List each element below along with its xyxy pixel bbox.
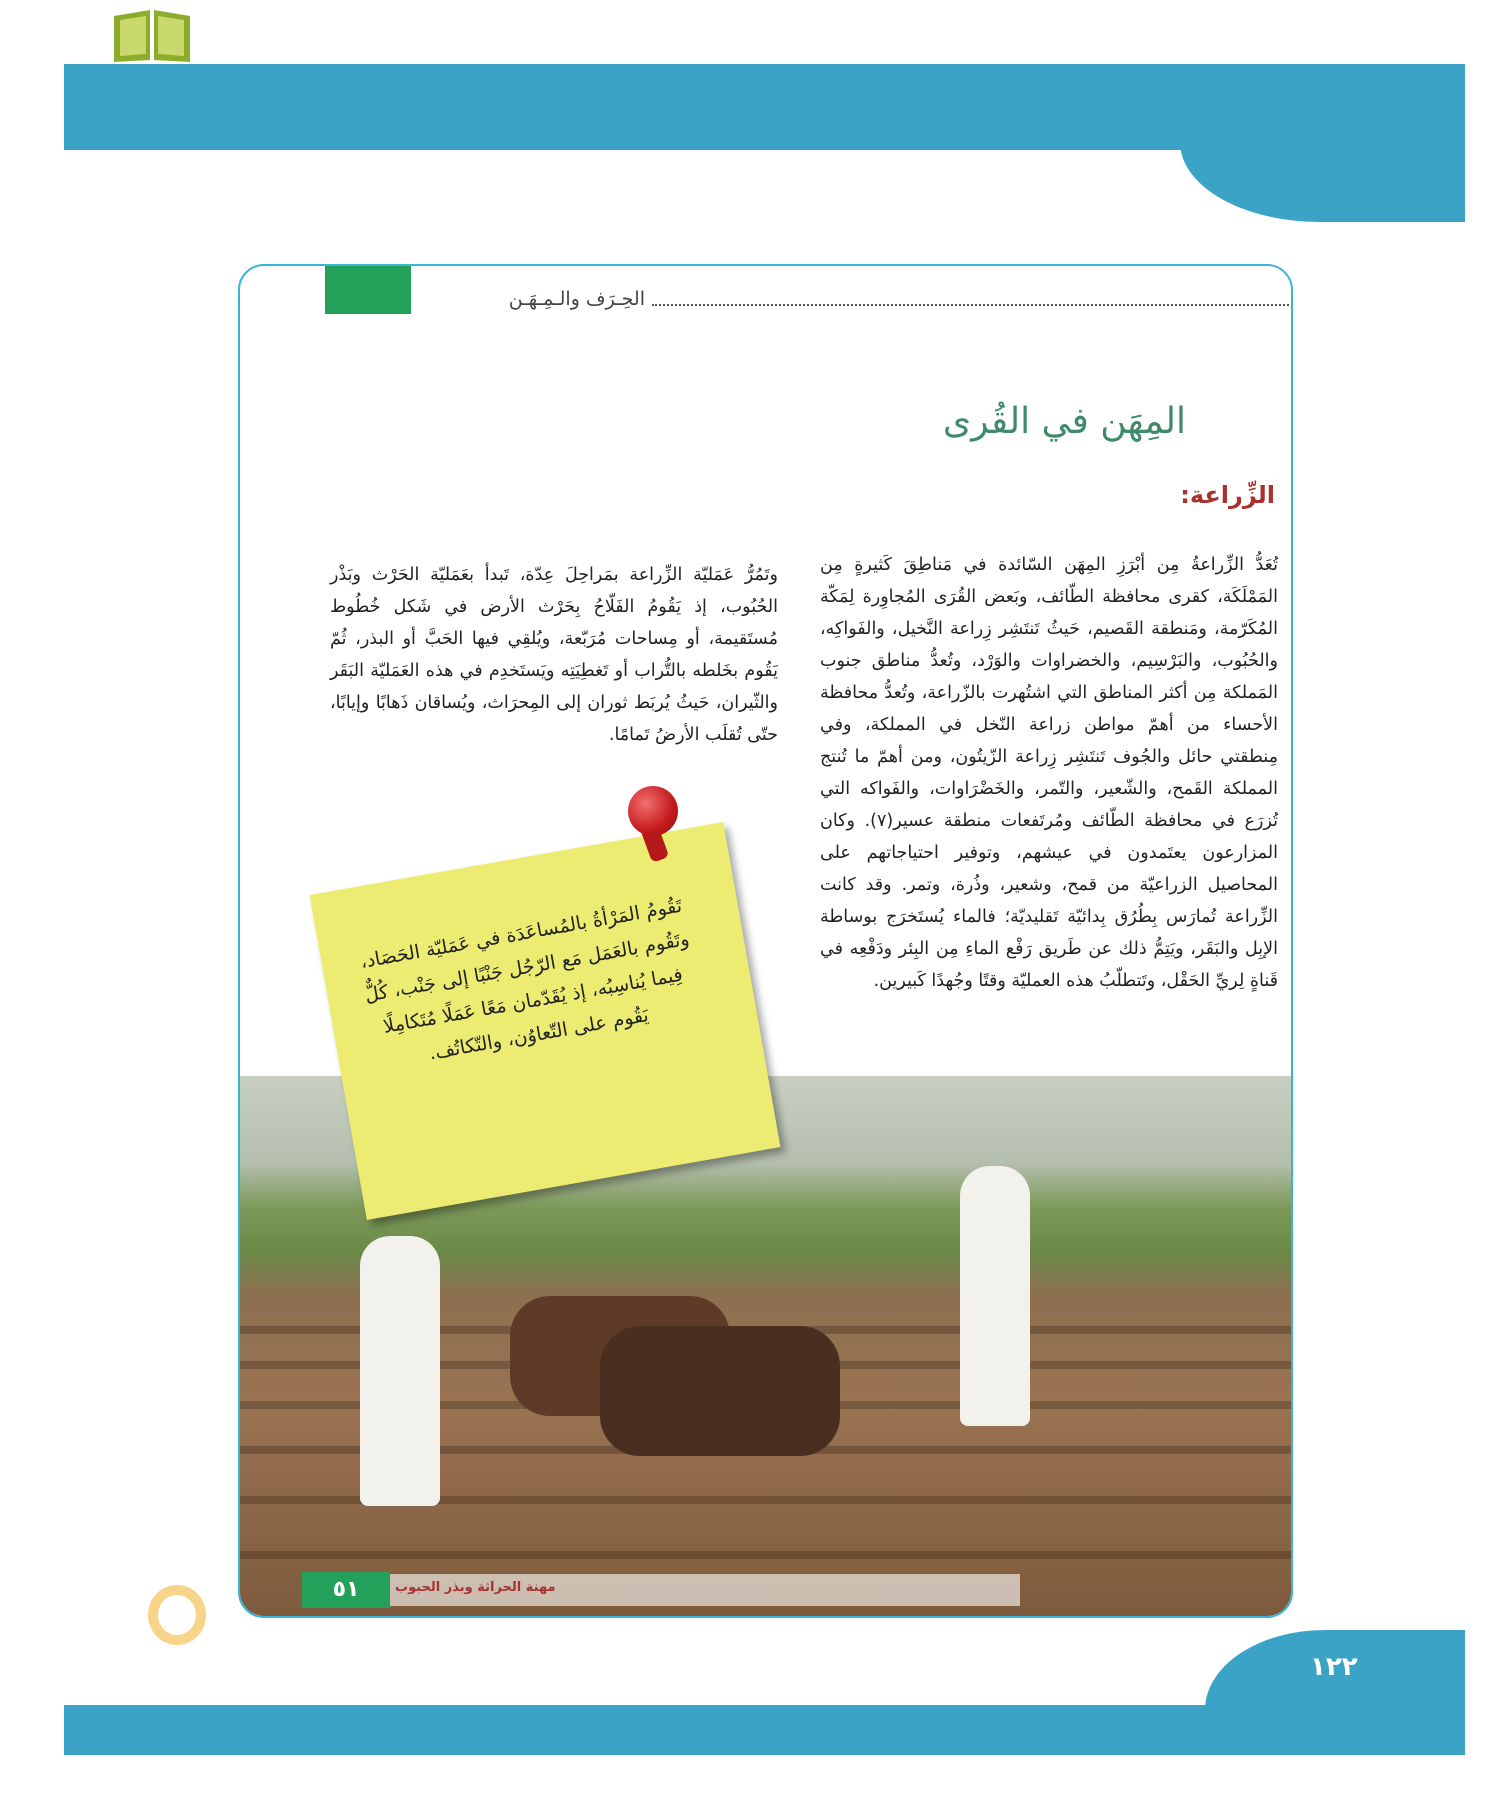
farmer-figure — [360, 1236, 440, 1506]
top-band-curve — [1180, 64, 1465, 222]
ox-figure — [600, 1326, 840, 1456]
section-header: الحِـرَف والـمِـهَـن — [508, 288, 645, 310]
header-dotted-line — [652, 304, 1293, 306]
header-green-marker — [325, 266, 411, 314]
photo-caption-number: ٥١ — [302, 1572, 390, 1608]
photo-caption-label: مهنة الحراثة وبذر الحبوب — [395, 1580, 556, 1595]
page-frame — [238, 264, 1293, 1618]
sticky-note-text: تَقُومُ المَرْأةُ بالمُساعَدَة في عَمَليّة الحَصَاد، وتَقُوم بالعَمَل مَع الرّجُل جَنْبًا إلى جَنْب، كُلٌّ فِيما يُناسِبُه، إذ يُقَدّمان مَعًا عَمَلًا مُتَكامِلًا يَقُوم على التّعاوُن، والتّكاتُف. — [358, 894, 691, 1065]
page-title: المِهَن في القُرى — [942, 401, 1186, 442]
publisher-mark-icon — [148, 1585, 206, 1645]
page-number: ١٢٢ — [1310, 1652, 1358, 1682]
wajeb-logo — [8, 4, 193, 66]
book-icon — [112, 6, 192, 64]
right-column-text: تُعَدُّ الزِّراعةُ مِن أبْرَزِ المِهَن السّائدة في مَناطِقَ كَثيرةٍ مِن المَمْلَكَة، كقرى محافظة الطّائف، وبَعض القُرَى المُجاوِرة لِمَكّة المُكَرّمة، ومَنطقة القَصيم، حَيثُ تَنتَشِر زِراعة النَّخيل، والفَواكِه، والحُبُوب، والبَرْسِيم، والخضراوات والوَرْد، وتُعدُّ مناطق جنوب المَملكة مِن أكثر المناطق التي اشتُهرت بالزّراعة، وتُعدُّ محافظة الأحساء من أهمّ مواطن زراعة النّخل في المملكة، وفي مِنطقتي حائل والجُوف تَنتَشِر زِراعة الزّيتُون، ومن أهمّ ما تُنتج المملكة القَمح، والشّعير، والتّمر، والخَضْرَاوات، والفَواكه التي تُزرَع في محافظة الطّائف ومُرتَفعات منطقة عسير(٧). وكان المزارعون يعتَمدون في عيشهم، وتوفير احتياجاتهم على المحاصيل الزراعيّة من قمح، وشعير، وذُرة، وتمر. وقد كانت الزِّراعة تُمارَس بِطُرُق بِدائيّة تَقليديّة؛ فالماء يُستَخرَج بوساطة الإبِل والبَقَر، ويَتِمُّ ذلك عن طَريق رَفْع الماءِ مِن البِئر ودَفْعِه في قَناةٍ لِريِّ الحَقْل، وتَتطلّبُ هذه العمليّة وقتًا وجُهدًا كَبيرين. — [820, 555, 1278, 991]
bottom-decorative-band — [64, 1705, 1465, 1755]
pushpin-icon — [628, 786, 678, 836]
left-column-text: وتَمُرُّ عَمَليّة الزِّراعة بمَراحِلَ عِدّة، تَبدأ بعَمَليّة الحَرْث وبَذْر الحُبُوب، إذ يَقُومُ الفَلّاحُ بِحَرْث الأرض في شَكل خُطُوط مُستَقيمة، أو مِساحات مُرَبّعة، ويُلقِي فيها الحَبَّ أو البذر، ثُمّ يَقُوم بخَلطه بالتُّراب أو تَغطِيَتِه ويَستَخدِم في هذه العَمَليّة البَقَر والثّيران، حَيثُ يُربَط ثوران إلى المِحرَاث، ويُساقان ذَهابًا وإيابًا، حتّى تُقلَب الأرضُ تَمامًا. — [330, 565, 778, 745]
farmer-figure — [960, 1166, 1030, 1426]
section-subtitle: الزِّراعة: — [1180, 481, 1275, 509]
